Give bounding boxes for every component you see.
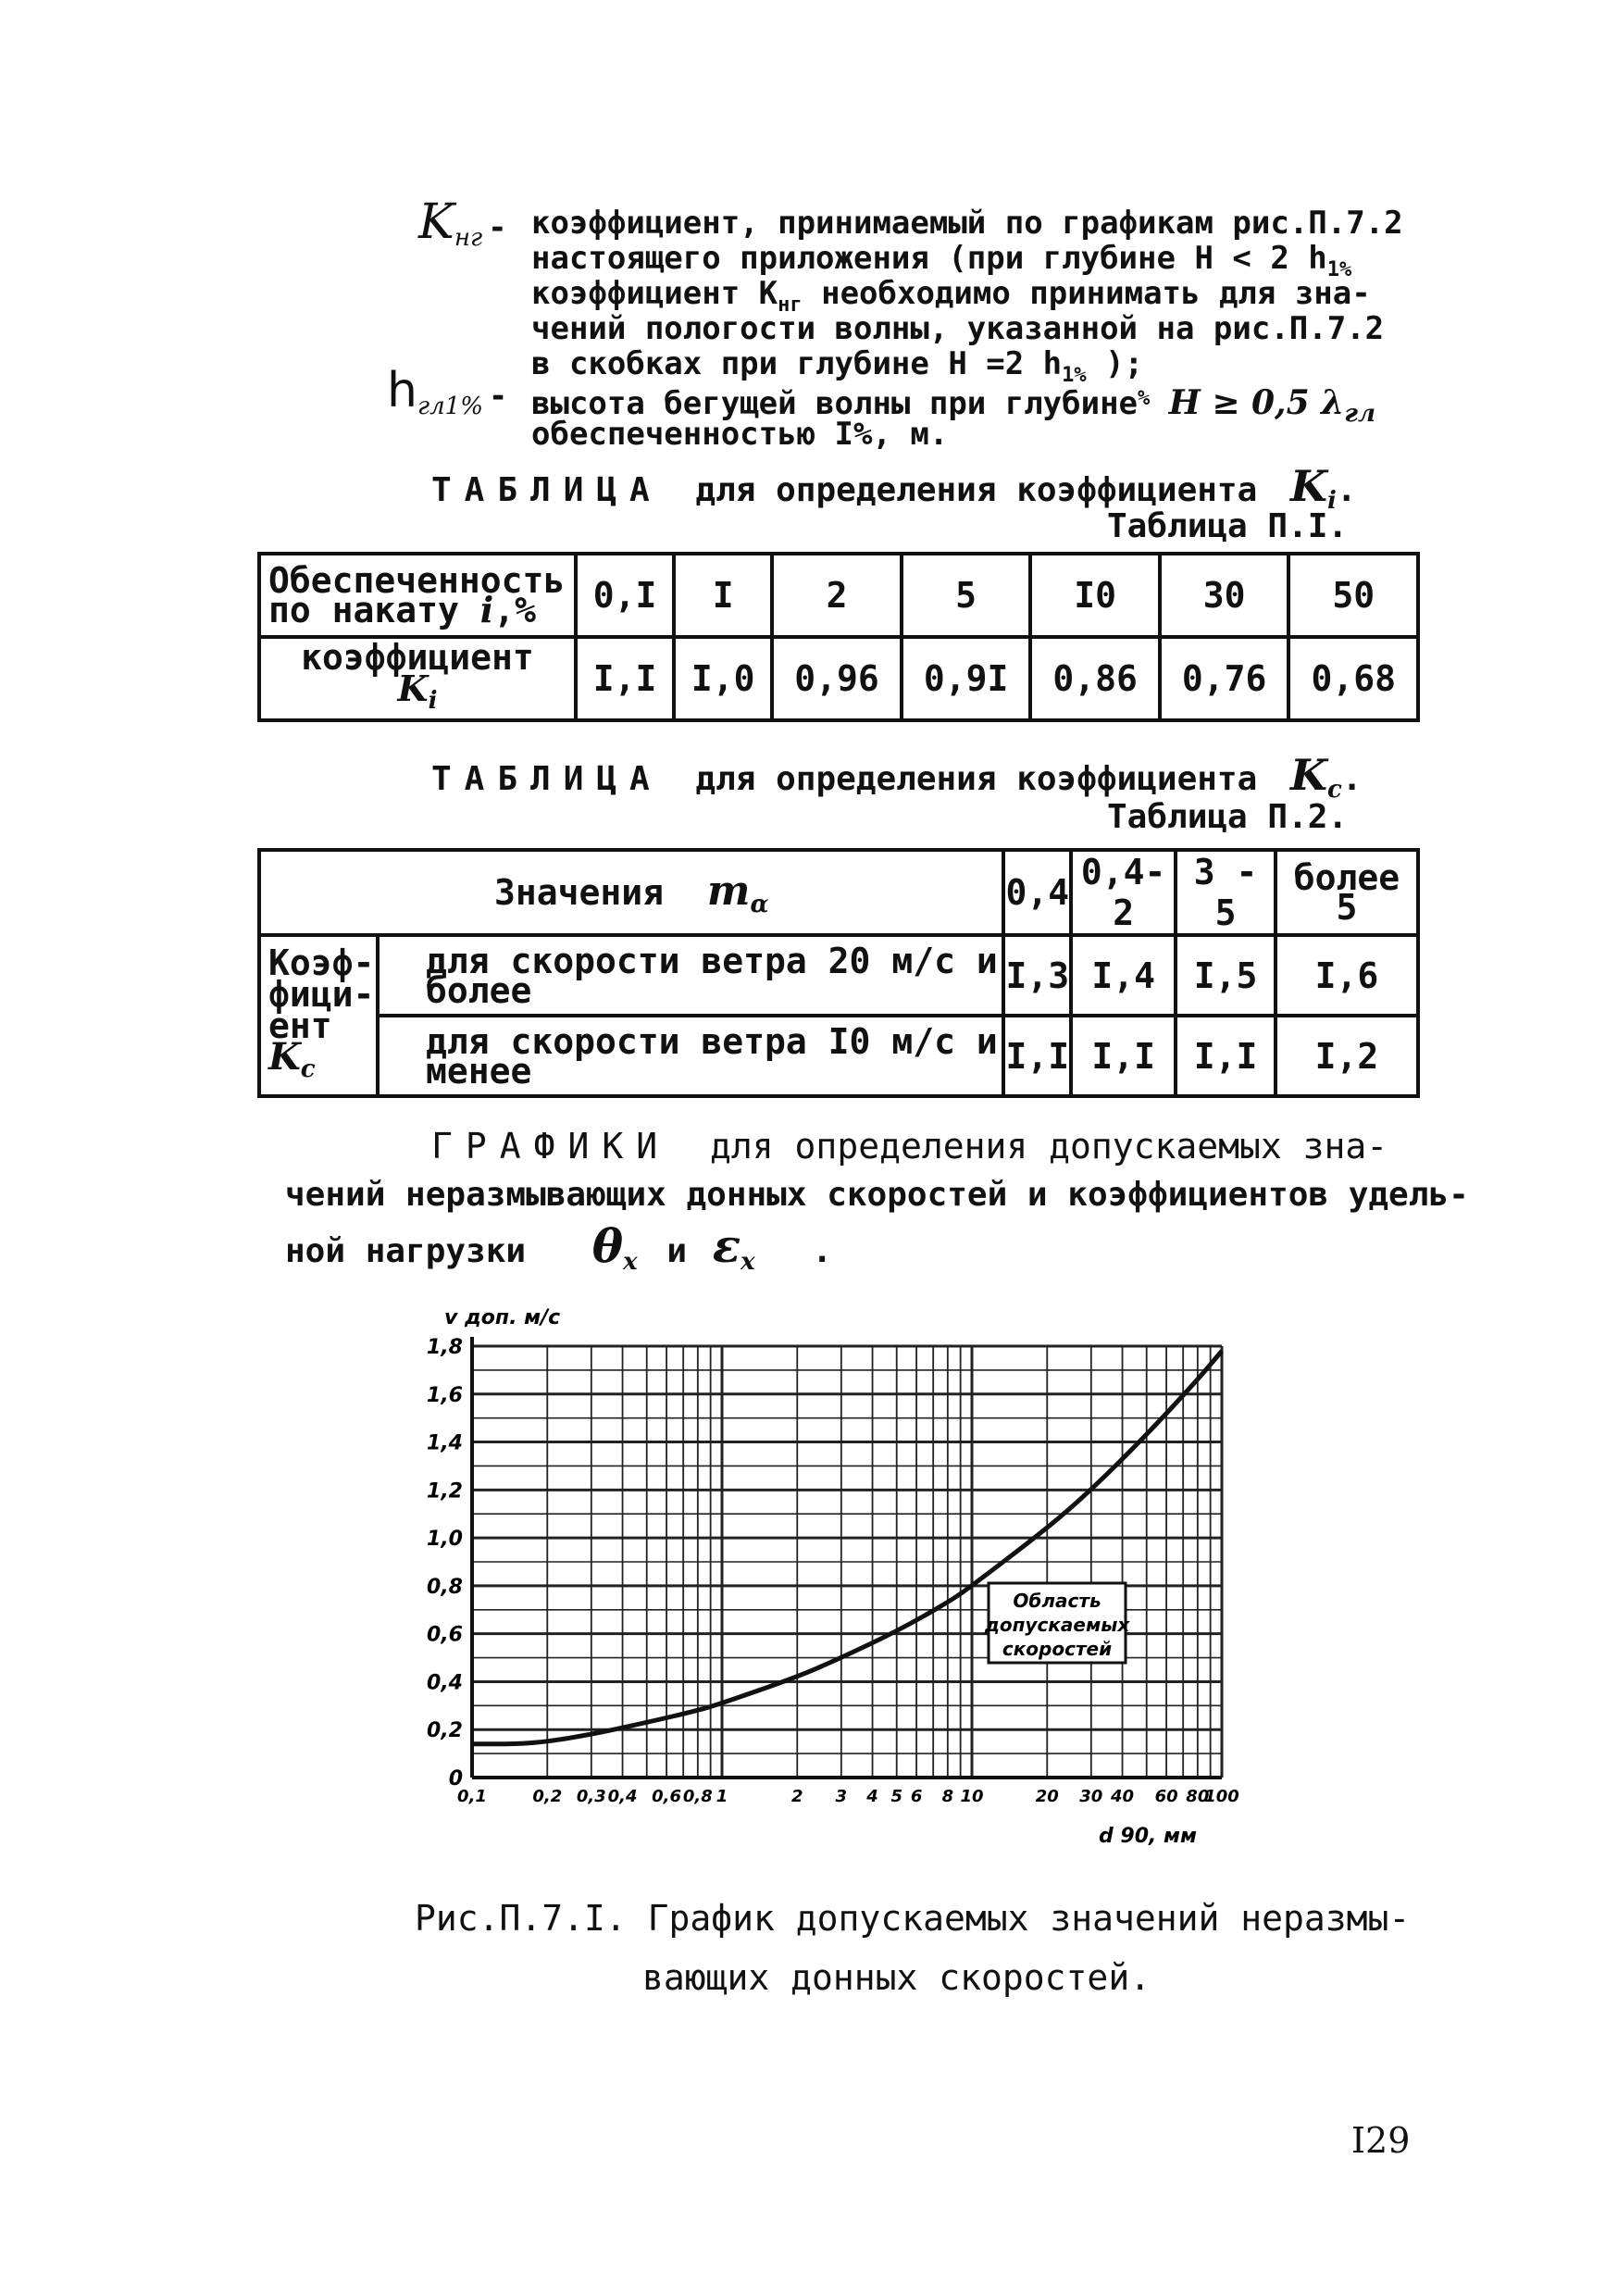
chart-x-tick-label: 60 <box>1154 1787 1178 1806</box>
def-knr-line-2: настоящего приложения (при глубине H < 2 $h_{1\%}$ <box>531 240 1352 281</box>
chart-x-tick-label: 100 <box>1204 1787 1239 1806</box>
chart-x-tick-label: 0,3 <box>576 1787 606 1806</box>
chart-x-tick-label: 0,8 <box>682 1787 713 1806</box>
table-cell: I,I <box>576 637 674 720</box>
graphs-line-1: ГРАФИКИ для определения допускаемых зна- <box>431 1126 1388 1167</box>
table2-head-label: Значения $m_\alpha$ <box>259 850 1003 935</box>
chart-y-tick-label: 1,8 <box>427 1336 463 1359</box>
table-cell: I,4 <box>1071 935 1176 1016</box>
chart-x-tick-label: 80 <box>1186 1787 1210 1806</box>
velocity-chart <box>407 1296 1259 1852</box>
table2-row-b <box>259 1016 1418 1096</box>
chart-x-tick-label: 0,4 <box>607 1787 638 1806</box>
chart-x-tick-label: 4 <box>866 1787 878 1806</box>
table1-row-coefficient <box>259 637 1418 720</box>
table1 <box>257 552 1420 722</box>
chart-x-tick-label: 5 <box>890 1787 902 1806</box>
table2-row-b-label: для скорости ветра I0 м/с и менее <box>378 1016 1003 1096</box>
table1-label: Таблица П.I. <box>1107 507 1349 545</box>
table-cell: I,6 <box>1276 935 1418 1016</box>
chart-y-tick-label: 1,0 <box>427 1528 463 1552</box>
table-cell: 50 <box>1288 554 1418 637</box>
def-knr-line-1: коэффициент, принимаемый по графикам рис.П.7.2 <box>531 205 1403 242</box>
page-number: I29 <box>1351 2120 1411 2161</box>
table2-row-a <box>259 935 1418 1016</box>
chart-x-ticks <box>457 1787 1239 1806</box>
graphs-line-3: ной нагрузки $\theta_x$ и $\varepsilon_x$ . <box>285 1218 833 1276</box>
table-cell: I,3 <box>1003 935 1071 1016</box>
table-cell: 0,9I <box>902 637 1031 720</box>
table-cell: I0 <box>1030 554 1160 637</box>
table-cell: I,0 <box>674 637 772 720</box>
chart-x-tick-label: 6 <box>910 1787 923 1806</box>
table-cell: 30 <box>1160 554 1289 637</box>
chart-y-tick-label: 0,6 <box>427 1623 463 1647</box>
chart-x-tick-label: 1 <box>716 1787 728 1806</box>
table-cell: I <box>674 554 772 637</box>
chart-annotation-line: Область <box>1013 1590 1101 1612</box>
table1-row-coverage <box>259 554 1418 637</box>
chart-y-tick-label: 1,4 <box>427 1431 463 1455</box>
chart-y-ticks <box>427 1336 463 1791</box>
table1-row-head-coverage: Обеспеченность по накату i,% <box>259 554 576 637</box>
chart-x-tick-label: 0,1 <box>457 1787 487 1806</box>
table-cell: I,I <box>1071 1016 1176 1096</box>
table2-side-label: Коэф- фици- ент $K_c$ <box>259 935 378 1096</box>
chart-y-tick-label: 0,2 <box>427 1719 463 1743</box>
table-cell: I,5 <box>1176 935 1276 1016</box>
chart-y-label: v доп. м/с <box>444 1306 561 1329</box>
def-knr-line-3: коэффициент $K_{нг}$ необходимо принимать для зна- <box>531 275 1371 317</box>
table2-row-head <box>259 850 1418 935</box>
chart-annotation-line: скоростей <box>1002 1638 1113 1660</box>
table-cell: 0,96 <box>772 637 902 720</box>
table-cell: 3 - 5 <box>1176 850 1276 935</box>
def-knr-symbol: Kнг - <box>418 194 507 252</box>
table-cell: более 5 <box>1276 850 1418 935</box>
table2-row-a-label: для скорости ветра 20 м/с и более <box>378 935 1003 1016</box>
table2-heading: ТАБЛИЦА для определения коэффициента $K_c$. <box>431 750 1363 804</box>
chart-x-tick-label: 20 <box>1035 1787 1059 1806</box>
table1-row-head-coefficient: коэффициент $K_i$ <box>259 637 576 720</box>
chart-x-tick-label: 3 <box>835 1787 848 1806</box>
table2-label: Таблица П.2. <box>1107 798 1349 836</box>
table-cell: 0,86 <box>1030 637 1160 720</box>
table-cell: 0,76 <box>1160 637 1289 720</box>
figure-caption-line-1: Рис.П.7.I. График допускаемых значений неразмы- <box>415 1898 1411 1939</box>
chart-y-tick-label: 0 <box>448 1767 463 1791</box>
def-hgl-symbol: hгл1% - <box>387 363 508 420</box>
chart-x-tick-label: 2 <box>791 1787 803 1806</box>
chart-series-line <box>472 1351 1222 1744</box>
figure-caption-line-2: вающих донных скоростей. <box>642 1957 1151 1998</box>
table-cell: I,2 <box>1276 1016 1418 1096</box>
table-cell: I,I <box>1176 1016 1276 1096</box>
table-cell: 2 <box>772 554 902 637</box>
chart-x-tick-label: 40 <box>1111 1787 1135 1806</box>
chart-x-tick-label: 0,6 <box>652 1787 682 1806</box>
table-cell: 0,I <box>576 554 674 637</box>
chart-y-tick-label: 0,4 <box>427 1671 463 1695</box>
def-hgl-line-1: высота бегущей волны при глубине% H ≥ 0,5 $\lambda_{гл}$ <box>531 383 1376 428</box>
table-cell: 0,68 <box>1288 637 1418 720</box>
table1-heading: ТАБЛИЦА для определения коэффициента $K_i$. <box>431 461 1357 515</box>
chart-x-label: d 90, мм <box>1098 1825 1198 1848</box>
chart-x-tick-label: 10 <box>960 1787 984 1806</box>
table2 <box>257 848 1420 1098</box>
def-knr-line-4: чений пологости волны, указанной на рис.П.7.2 <box>531 310 1385 347</box>
chart-grid <box>472 1337 1222 1778</box>
graphs-line-2: чений неразмывающих донных скоростей и коэффициентов удель- <box>285 1176 1469 1214</box>
def-hgl-line-2: обеспеченностью I%, м. <box>531 416 949 453</box>
def-knr-line-5: в скобках при глубине H =2 $h_{1\%}$ ); <box>531 345 1144 387</box>
chart-y-tick-label: 1,2 <box>427 1479 463 1504</box>
chart-y-tick-label: 0,8 <box>427 1575 463 1599</box>
chart-x-tick-label: 30 <box>1079 1787 1103 1806</box>
chart-x-tick-label: 8 <box>941 1787 954 1806</box>
table-cell: 0,4 <box>1003 850 1071 935</box>
chart-y-tick-label: 1,6 <box>427 1383 463 1407</box>
chart-x-tick-label: 0,2 <box>532 1787 563 1806</box>
table-cell: 0,4-2 <box>1071 850 1176 935</box>
table-cell: I,I <box>1003 1016 1071 1096</box>
table-cell: 5 <box>902 554 1031 637</box>
chart-annotation-line: допускаемых <box>984 1614 1130 1636</box>
